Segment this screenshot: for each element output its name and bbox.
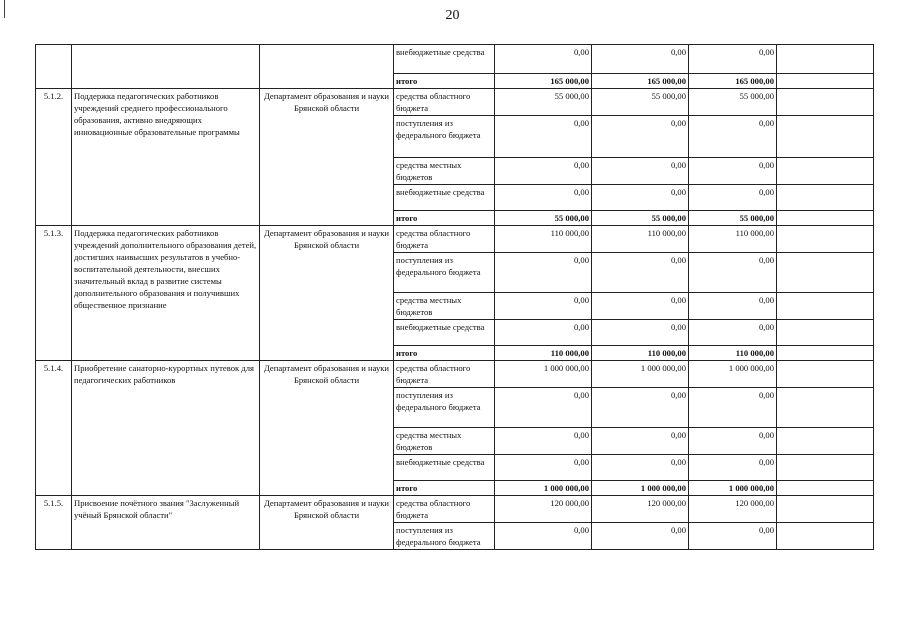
amount-cell: 165 000,00 [689,74,777,89]
funding-source-cell: внебюджетные средства [394,455,495,481]
amount-cell: 0,00 [495,523,592,550]
item-department: Департамент образования и науки Брянской области [260,226,394,361]
funding-source-cell: средства местных бюджетов [394,158,495,185]
item-department: Департамент образования и науки Брянской области [260,496,394,550]
amount-cell: 0,00 [689,185,777,211]
amount-cell: 1 000 000,00 [689,481,777,496]
amount-cell: 0,00 [495,388,592,428]
amount-cell: 165 000,00 [592,74,689,89]
note-cell [777,320,874,346]
amount-cell: 0,00 [495,185,592,211]
amount-cell: 110 000,00 [592,346,689,361]
amount-cell: 1 000 000,00 [689,361,777,388]
note-cell [777,116,874,158]
amount-cell: 0,00 [689,455,777,481]
department-cell [260,45,394,89]
item-department: Департамент образования и науки Брянской области [260,361,394,496]
amount-cell: 55 000,00 [689,211,777,226]
note-cell [777,361,874,388]
amount-cell: 110 000,00 [689,346,777,361]
amount-cell: 1 000 000,00 [592,481,689,496]
source-row [36,45,874,74]
amount-cell: 0,00 [592,45,689,74]
amount-cell: 0,00 [689,428,777,455]
amount-cell: 0,00 [689,45,777,74]
amount-cell: 0,00 [495,158,592,185]
funding-source-cell: поступления из федерального бюджета [394,253,495,293]
funding-source-cell: средства местных бюджетов [394,428,495,455]
note-cell [777,523,874,550]
amount-cell: 0,00 [592,253,689,293]
amount-cell: 0,00 [495,253,592,293]
amount-cell: 0,00 [592,185,689,211]
funding-source-cell: итого [394,346,495,361]
amount-cell: 0,00 [689,320,777,346]
funding-source-cell: средства областного бюджета [394,226,495,253]
note-cell [777,496,874,523]
note-cell [777,158,874,185]
amount-cell: 0,00 [689,158,777,185]
amount-cell: 55 000,00 [495,89,592,116]
num-cell [36,45,72,89]
note-cell [777,253,874,293]
amount-cell: 120 000,00 [495,496,592,523]
amount-cell: 0,00 [592,158,689,185]
amount-cell: 1 000 000,00 [495,361,592,388]
amount-cell: 110 000,00 [495,346,592,361]
amount-cell: 0,00 [592,116,689,158]
amount-cell: 0,00 [592,293,689,320]
item-description: Поддержка педагогических работников учреждений среднего профессионального образования, активно внедряющих инновационные образовательные программы [72,89,260,226]
item-description: Поддержка педагогических работников учреждений дополнительного образования детей, достигших наивысших результатов в учебно-воспитательной деятельности, внесших значительный вклад в развитие системы дополнительного образования и получивших общественное признание [72,226,260,361]
amount-cell: 120 000,00 [689,496,777,523]
funding-source-cell: средства областного бюджета [394,89,495,116]
note-cell [777,293,874,320]
funding-source-cell: итого [394,481,495,496]
amount-cell: 55 000,00 [495,211,592,226]
item-department: Департамент образования и науки Брянской области [260,89,394,226]
amount-cell: 0,00 [495,45,592,74]
item-number: 5.1.3. [36,226,72,361]
amount-cell: 0,00 [592,455,689,481]
note-cell [777,211,874,226]
amount-cell: 0,00 [592,388,689,428]
source-row [36,361,874,388]
amount-cell: 0,00 [689,253,777,293]
amount-cell: 120 000,00 [592,496,689,523]
item-description: Присвоение почётного звания "Заслуженный учёный Брянской области" [72,496,260,550]
amount-cell: 0,00 [689,523,777,550]
amount-cell: 0,00 [495,428,592,455]
item-number: 5.1.4. [36,361,72,496]
amount-cell: 0,00 [689,388,777,428]
source-row [36,496,874,523]
note-cell [777,346,874,361]
note-cell [777,74,874,89]
amount-cell: 0,00 [495,455,592,481]
amount-cell: 1 000 000,00 [495,481,592,496]
funding-source-cell: средства областного бюджета [394,496,495,523]
note-cell [777,185,874,211]
funding-source-cell: поступления из федерального бюджета [394,388,495,428]
amount-cell: 110 000,00 [495,226,592,253]
item-description: Приобретение санаторно-курортных путевок для педагогических работников [72,361,260,496]
description-cell [72,45,260,89]
amount-cell: 55 000,00 [592,211,689,226]
amount-cell: 0,00 [592,428,689,455]
note-cell [777,45,874,74]
amount-cell: 0,00 [495,320,592,346]
funding-source-cell: внебюджетные средства [394,185,495,211]
funding-source-cell: поступления из федерального бюджета [394,116,495,158]
amount-cell: 165 000,00 [495,74,592,89]
note-cell [777,388,874,428]
source-row [36,89,874,116]
item-number: 5.1.2. [36,89,72,226]
amount-cell: 0,00 [689,116,777,158]
funding-source-cell: итого [394,211,495,226]
funding-source-cell: внебюджетные средства [394,320,495,346]
amount-cell: 0,00 [592,523,689,550]
amount-cell: 0,00 [495,116,592,158]
page-number: 20 [445,8,460,23]
budget-table [35,44,874,550]
funding-source-cell: средства местных бюджетов [394,293,495,320]
item-number: 5.1.5. [36,496,72,550]
note-cell [777,481,874,496]
note-cell [777,428,874,455]
note-cell [777,455,874,481]
source-row [36,226,874,253]
funding-source-cell: внебюджетные средства [394,45,495,74]
funding-source-cell: итого [394,74,495,89]
amount-cell: 0,00 [592,320,689,346]
amount-cell: 1 000 000,00 [592,361,689,388]
note-cell [777,226,874,253]
amount-cell: 55 000,00 [689,89,777,116]
amount-cell: 55 000,00 [592,89,689,116]
amount-cell: 110 000,00 [592,226,689,253]
amount-cell: 0,00 [495,293,592,320]
amount-cell: 110 000,00 [689,226,777,253]
amount-cell: 0,00 [689,293,777,320]
funding-source-cell: поступления из федерального бюджета [394,523,495,550]
note-cell [777,89,874,116]
funding-source-cell: средства областного бюджета [394,361,495,388]
